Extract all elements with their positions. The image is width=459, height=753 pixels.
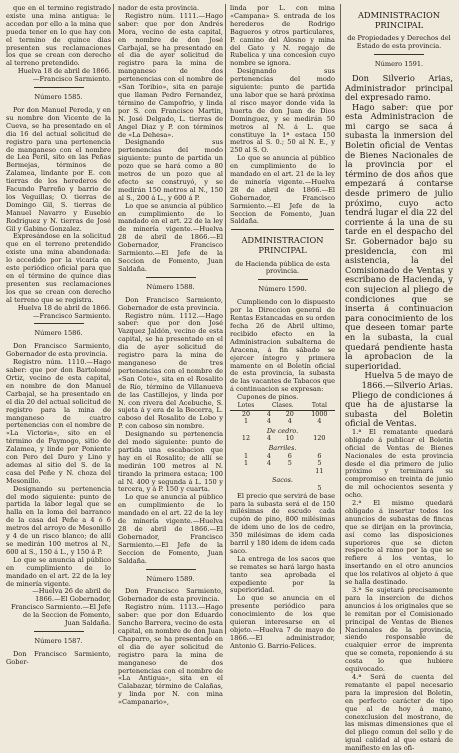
table-cell: 1: [243, 417, 249, 426]
section-heading: Número 1588.: [146, 282, 195, 291]
paragraph: que en el termino registrado existe una mina antigua: le accedan por ello a la mina que pueda tener en lo que hay con el termino de quince dias presenten sus reclamaciones los que se crean con derecho al terreno pretendido.: [6, 4, 111, 68]
paragraph: Designando sus pertenencias del modo siguiente: punto de partida un pozo que se hará como a 80 metros de un pozo que al efecto se construyó, y se medirán 150 metros al N., 150 al S., 200 á L., y 600 á P.: [118, 138, 223, 202]
group-title: Barriles.: [268, 444, 297, 453]
table-cell: [230, 468, 262, 476]
separator-rule: [374, 54, 424, 55]
section-heading: Número 1585.: [34, 93, 83, 102]
table-cell: 120: [313, 434, 326, 443]
paragraph: Don Francisco Sarmiento, Gobernador de esta provincia.: [118, 587, 223, 604]
paragraph: Registro núm. 1110.—Hago saber: que por don Bartolomé Ortiz, vecino de esta capital, en nombre de don Manuel Carbajal, se ha presentado en el dia 20 del actual solicitud de registro para la mina de manganeso de cuatro pertenencias con el nombre de «La Victoria», sito en el término de Paymogo, sitio de Zalamea, y linde por Poniente con Pero del Duro y Lino y ademas al sitio del S. de la casa del Peñe y N. choza del Mesonillo.: [6, 358, 111, 485]
paragraph: Cupones de pinos.: [237, 393, 299, 402]
paragraph: Registro núm. 1112.—Hago saber: que por don José Vazquez Jaldón, vecino de esta capital, se ha presentado en el dia de ayer solicitud de registro para la mina de manganeso de tres pertenencias con el nombre de «San Cote», sita en el Rosalito de Río, término de Villanueva de las Castillejos, y linda por N. con rivera del Acebuche, S. sujeta á y era de la Becerra, L. caboso del Rosalito de Lobo y P. con caboso sin nombre.: [118, 311, 223, 431]
table-cell: 1000: [311, 409, 328, 418]
paragraph: Registro núm. 1113.—Hago saber: que por don Eduardo Sancho Barrera, vecino de esta capital, en nombre de don Juan Chaparro, se ha presentado en el dia de ayer solicitud de registro para la mina de manganeso de dos pertenencias con el nombre de «La Antigua», sita en el Calabazar, término de Calañas, y linda por N. con mina «Campanario»,: [118, 603, 223, 707]
paragraph: de Hacienda pública de esta provincia.: [235, 259, 330, 276]
table-cell: 4: [317, 417, 322, 426]
paragraph: Don Silverio Arias, Administrador principal del expresado ramo.: [345, 72, 453, 103]
table-cell: 10: [285, 434, 294, 443]
table-cell: 20: [285, 409, 294, 418]
paragraph: nador de esta provincia.: [118, 4, 200, 12]
table-cell: 20: [241, 409, 251, 418]
table-row: [230, 435, 335, 443]
table-cell: [276, 468, 304, 476]
table-cell: 5: [287, 459, 292, 468]
table-cell: 4: [287, 417, 292, 426]
section-heading: Número 1587.: [34, 636, 83, 645]
paragraph: Registro núm. 1111.—Hago saber: que por don Andrés Mora, vecino de esta capital, en nombre de don José Carbajal, se ha presentado en el dia de ayer solicitud de registro para la mina de manganeso de dos pertenencias con el nombre de «San Toribio», sita en paraje que llaman Pedro Fernandez, término de Campofrio, y linda por S. con Francisco Martin, N. José Delgado, L. tierras de Angel Diaz y P. con términos de «La Dehesa».: [118, 11, 223, 139]
paragraph: de Propiedades y Derechos del Estado de esta provincia.: [347, 34, 451, 51]
column-1: [6, 5, 111, 667]
table-cell: 4: [266, 434, 271, 443]
paragraph: linda por L. con mina «Campana» S. entrada de los herederos de Rodrigo Bagueros y otros particulares, P. camino del Alosno y mina del Gato y N. regajo de Rubelica y una concesion cuyo nombre se ignora.: [230, 4, 335, 68]
paragraph: 2.ª El mismo quedará obligado á insertar todos los anuncios de subastas de fincas que se dirijan en la provincia, así como las disposiciones superiores que se dicten respecto al ramo por la que se refiere á los ventas, lo insertando en el otro anuncios que los relativos al objeto á que se halla destinado.: [345, 499, 453, 587]
column-header: Total: [304, 402, 335, 410]
table-row: [230, 468, 335, 476]
column-divider: [225, 4, 226, 634]
column-divider: [340, 4, 341, 634]
paragraph: Don Francisco Sarmiento, Gober-: [6, 649, 111, 666]
table-header-row: [230, 402, 335, 410]
section-heading: Número 1590.: [258, 285, 307, 294]
paragraph: El precio que servirá de base para la subasta será el de 150 milésimas de escudo cada cupón de pino, 800 milésimas de idem uno de los de cedro, 350 milésimas de idem cada barril y 180 idem de idem cada saco.: [230, 491, 335, 555]
tobacco-lots-table: [230, 402, 335, 493]
table-row: [230, 418, 335, 426]
separator-rule: [34, 87, 84, 88]
signature-line: Huelva 18 de abril de 1866.—Francisco Sarmiento.: [17, 303, 111, 320]
table-cell: 5: [317, 459, 322, 468]
section-heading: Número 1586.: [34, 329, 83, 338]
signature-line: Huelva 18 de abril de 1866.—Francisco Sarmiento.: [17, 67, 111, 84]
paragraph: 4.ª Será de cuenta del rematante el papel necesario para la impresion del Boletin, en perfecto carácter de tipo que al de hoy á mano, conexclusion del mostrano, de las mismas dimensiones que el del pliego comun del sello y de igual calidad al que estará de manifiesto en las ofi-: [345, 672, 453, 753]
table-cell: 4: [266, 459, 271, 468]
paragraph: Pliego de condiciones á que ha de ajustarse la subasta del Boletin oficial de Ventas.: [345, 389, 453, 429]
paragraph: Designando su pertenencia del modo siguiente: punto de partida la labor legal que se halla en la loma del barranco de la casa del Peñe a 4 ó 6 metros del arroyo de Mesonillo y 4 de un risco blanco; de allí se medirán 100 metros al N., 600 al S., 150 á L., y 150 á P.: [6, 484, 111, 556]
table-cell: [262, 468, 276, 476]
section-heading: ADMINISTRACION PRINCIPAL: [357, 10, 441, 30]
paragraph: 1.ª El rematante quedará obligado á publicar el Boletin oficial de Ventas de Bienes Nacionales de esta provincia desde el dia primero de julio próximo y terminará su compromiso en treinta de junio de mil ochocientos sesenta y ocho.: [345, 427, 453, 500]
table-cell: 12: [241, 434, 251, 443]
paragraph: Expresándose en la solicitud que en el terreno pretendido existe una mina abandonada: lo accedido por la vicaría en este periódico oficial para que en el término de quince dias presenten sus reclamaciones los que se crean con derecho al terreno que se registra.: [6, 232, 111, 304]
separator-rule: [146, 277, 196, 278]
paragraph: Lo que se anuncia al público en cumplimiento de lo mandado en el art. 22 de la ley de minería vigente.—Huelva 28 de abril de 1866.—El Gobernador, Francisco Sarmiento.—El Jefe de la Seccion de Fomento, Juan Saldaña.: [118, 201, 223, 273]
section-heading: Número 1589.: [146, 574, 195, 583]
column-2: [118, 5, 223, 707]
table-cell: 4: [266, 417, 271, 426]
paragraph: Hago saber: que por esta Administracion de mi cargo se saca á subasta la inmersion del Boletin oficial de Ventas de Bienes Nacionales de la provincia por el término de dos años que empezará á contarse desde primero de julio próximo, cuyo acto tendrá lugar el dia 22 del corriente á la una de su tarde en el despacho del Sr. Gobernador bajo su presidencia, con mi asistencia, la del Comisionado de Ventas y escribano de Hacienda, y con sujecion al pliego de condiciones que se inserta á continuacion para conocimiento de los que deseen tomar parte en la subasta, la cual quedará pendiente hasta la aprobacion de la superioridad.: [345, 101, 453, 371]
paragraph: Lo que se anuncia al público en cumplimiento de lo mandado en el art. 22 de la ley de minería vigente.: [6, 555, 111, 588]
paragraph: Designando sus pertenencias del modo siguiente: punto de partida una labor que se hará próxima al risco mayor donde vida la huerta de don Juan de Dios Dominguez, y se medirán 50 metros al N. á L. que constituye la 1ª estaca 150 metros al S. 0.; 50 al N. E., y 250 al S. O.: [230, 67, 335, 155]
signature-line: —Huelva 26 de abril de 1866.—El Gobernador, Francisco Sarmiento.—El Jefe de la Seccion de Fomento, Juan Saldaña.: [10, 587, 111, 628]
signature-line: Huelva 5 de mayo de 1866.—Silverio Arias.: [361, 370, 453, 390]
separator-rule: [34, 323, 84, 324]
table-cell: 6: [287, 451, 292, 460]
paragraph: Lo que se anuncia al público en cumplimiento de lo mandado en el art. 21 de la ley de minería vigente.—Huelva 28 de abril de 1866.—El Gobernador, Francisco Sarmiento.—El Jefe de la Seccion de Fomento, Juan Saldaña.: [230, 154, 335, 226]
paragraph: Cumpliendo con lo dispuesto por la Direccion general de Rentas Estancadas en su orden fecha 26 de Abril ultimo, recibido efecto en la Administracion subalterna de Aracena, á fin sábado se ejercer íntegro y primera mamente en el Boletín oficial de esta provincia, la subasta de las vacantes de Tabacos que á continuacion se expresan:: [230, 298, 335, 394]
group-title: Sacos.: [272, 476, 293, 485]
column-3: [230, 5, 335, 651]
table-cell: 4: [266, 409, 271, 418]
group-title: De cedro.: [266, 426, 299, 435]
paragraph: La entrega de los sacos que se remates se hará largo hasta tanto sea aprobada el expediente por la superioridad.: [230, 554, 335, 595]
separator-rule: [258, 279, 308, 280]
paragraph: Por don Manuel Pereda, y en su nombre don Vicente de la Cueva, se ha presentado en el dia 16 del actual solicitud de registro para una pertenencia de manganeso con el nombre de Lea Peril, sito en las Peñas Bermejas, términos de Zalamea, lindante por E. con tierras de los herederos de Facundo Parreño y barrio de los Veguillas; O. tierras de Domingo Gil, S. tierras de Manuel Navarro y Eusebio Rodriguez y N. tierras de José Gil y Gabino Gonzalez.: [6, 105, 111, 233]
separator-rule: [34, 631, 84, 632]
paragraph: Lo que se anuncia en el presente periódico para conocimiento de los que quieran interesarse en el objeto.—Huelva 7 de mayo de 1866.—El administrador, Antonio G. Barrio-Felices.: [230, 594, 335, 650]
column-4: [345, 5, 453, 753]
separator-rule: [231, 229, 334, 230]
column-divider: [113, 4, 114, 634]
table-cell: 6: [317, 451, 322, 460]
table-cell: 1: [243, 451, 249, 460]
paragraph: Don Francisco Sarmiento, Gobernador de esta provincia.: [118, 295, 223, 312]
separator-rule: [146, 569, 196, 570]
table-cell: 5: [317, 484, 322, 492]
section-heading: ADMINISTRACION PRINCIPAL: [241, 235, 324, 255]
column-header: Clases.: [262, 402, 304, 410]
table-cell: 4: [266, 451, 271, 460]
paragraph: Lo que se anuncia al público en cumplimiento de lo mandado en el art. 22 de la ley de minería vigente.—Huelva 28 de abril de 1866.—El Gobernador, Francisco Sarmiento.—El Jefe de la Seccion de Fomento, Juan Saldaña.: [118, 493, 223, 565]
paragraph: 3.ª Se sujetará precisamente para la insercion de dichos anuncios á los originales que se le remitan por el Comisionado principal de Ventas de Bienes Nacionales de la provincia, siendo responsable de cualquier error de imprenta que se cometa, reponiendo á su costa lo que hubiere equivocado.: [345, 586, 453, 674]
section-heading: Número 1591.: [374, 60, 424, 68]
column-header: Lotes: [230, 402, 262, 410]
paragraph: Don Francisco Sarmiento, Gobernador de esta provincia.: [6, 342, 111, 359]
table-cell: 11: [315, 466, 324, 475]
table-cell: 1: [243, 459, 249, 468]
paragraph: Designando su pertenencia del modo siguiente: punto de partida una escabacion que hay en el Rosalito; de allí se medirán 100 metros al N. tirando la primera estaca; 100 al N. 400 y segunda á L. 150 y tercera, y á P. 150 y cuarta.: [118, 430, 223, 494]
